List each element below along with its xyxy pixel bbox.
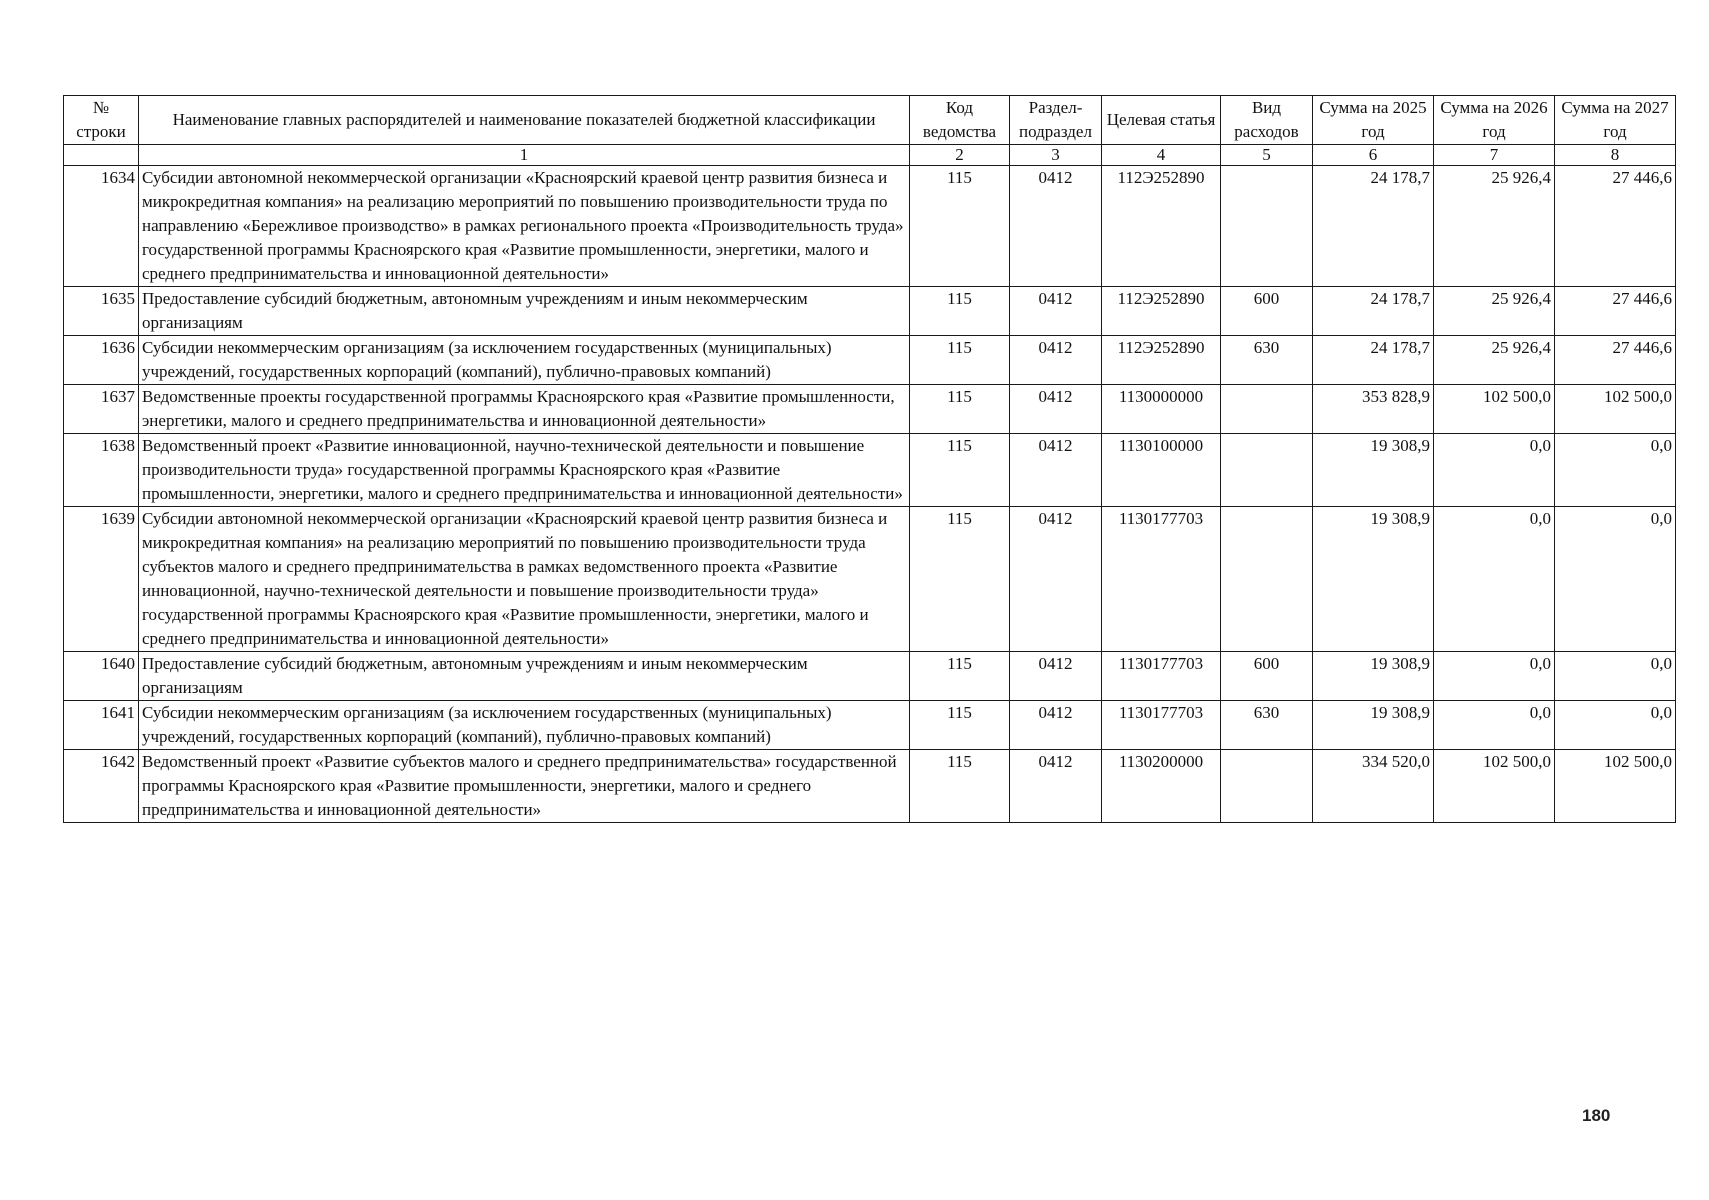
row-dept-code: 115	[910, 434, 1010, 507]
table-row	[64, 385, 1676, 434]
table-row	[64, 652, 1676, 701]
row-dept-code: 115	[910, 701, 1010, 750]
row-number: 1634	[64, 166, 139, 287]
row-name: Субсидии некоммерческим организациям (за исключением государственных (муниципальных) учреждений, государственных корпораций (компаний), публично-правовых компаний)	[139, 701, 910, 750]
row-name: Предоставление субсидий бюджетным, автономным учреждениям и иным некоммерческим организациям	[139, 287, 910, 336]
row-section: 0412	[1010, 507, 1102, 652]
row-expense-type: 600	[1221, 287, 1313, 336]
table-row	[64, 287, 1676, 336]
header-target-article: Целевая статья	[1102, 96, 1221, 145]
column-number-row	[64, 145, 1676, 166]
row-sum-2027: 102 500,0	[1555, 750, 1676, 823]
row-target-article: 1130200000	[1102, 750, 1221, 823]
row-sum-2025: 19 308,9	[1313, 434, 1434, 507]
header-name: Наименование главных распорядителей и наименование показателей бюджетной классификации	[139, 96, 910, 145]
row-expense-type	[1221, 385, 1313, 434]
table-row	[64, 701, 1676, 750]
row-sum-2027: 102 500,0	[1555, 385, 1676, 434]
table-row	[64, 336, 1676, 385]
row-name: Предоставление субсидий бюджетным, автономным учреждениям и иным некоммерческим организациям	[139, 652, 910, 701]
row-number: 1639	[64, 507, 139, 652]
header-row	[64, 96, 1676, 145]
row-dept-code: 115	[910, 652, 1010, 701]
row-target-article: 112Э252890	[1102, 287, 1221, 336]
row-section: 0412	[1010, 166, 1102, 287]
row-sum-2026: 0,0	[1434, 701, 1555, 750]
row-section: 0412	[1010, 701, 1102, 750]
row-sum-2026: 102 500,0	[1434, 385, 1555, 434]
row-section: 0412	[1010, 652, 1102, 701]
row-sum-2027: 27 446,6	[1555, 287, 1676, 336]
row-sum-2025: 353 828,9	[1313, 385, 1434, 434]
row-sum-2025: 24 178,7	[1313, 287, 1434, 336]
column-number: 7	[1434, 145, 1555, 166]
table-body	[64, 166, 1676, 823]
row-sum-2027: 27 446,6	[1555, 166, 1676, 287]
column-number: 3	[1010, 145, 1102, 166]
column-number-blank	[64, 145, 139, 166]
row-number: 1641	[64, 701, 139, 750]
row-name: Субсидии автономной некоммерческой организации «Красноярский краевой центр развития бизнеса и микрокредитная компания» на реализацию мероприятий по повышению производительности труда по направлению «Бережливое производство» в рамках регионального проекта «Производительность труда» государственной программы Красноярского края «Развитие промышленности, энергетики, малого и среднего предпринимательства и инновационной деятельности»	[139, 166, 910, 287]
column-number: 6	[1313, 145, 1434, 166]
row-dept-code: 115	[910, 287, 1010, 336]
row-number: 1636	[64, 336, 139, 385]
row-dept-code: 115	[910, 336, 1010, 385]
row-dept-code: 115	[910, 385, 1010, 434]
row-sum-2026: 25 926,4	[1434, 336, 1555, 385]
column-number: 1	[139, 145, 910, 166]
row-sum-2025: 24 178,7	[1313, 336, 1434, 385]
row-number: 1640	[64, 652, 139, 701]
row-sum-2026: 0,0	[1434, 652, 1555, 701]
row-sum-2025: 19 308,9	[1313, 507, 1434, 652]
header-dept-code: Код ведомства	[910, 96, 1010, 145]
row-number: 1637	[64, 385, 139, 434]
row-section: 0412	[1010, 336, 1102, 385]
row-target-article: 1130000000	[1102, 385, 1221, 434]
row-sum-2027: 0,0	[1555, 507, 1676, 652]
row-name: Ведомственный проект «Развитие субъектов малого и среднего предпринимательства» государственной программы Красноярского края «Развитие промышленности, энергетики, малого и среднего предпринимательства и инновационной деятельности»	[139, 750, 910, 823]
row-name: Субсидии некоммерческим организациям (за исключением государственных (муниципальных) учреждений, государственных корпораций (компаний), публично-правовых компаний)	[139, 336, 910, 385]
row-target-article: 1130177703	[1102, 701, 1221, 750]
row-expense-type	[1221, 507, 1313, 652]
column-number: 2	[910, 145, 1010, 166]
row-expense-type	[1221, 750, 1313, 823]
row-section: 0412	[1010, 385, 1102, 434]
table-header	[64, 96, 1676, 166]
row-sum-2026: 102 500,0	[1434, 750, 1555, 823]
row-sum-2027: 0,0	[1555, 434, 1676, 507]
header-expense-type: Вид расходов	[1221, 96, 1313, 145]
row-expense-type: 630	[1221, 701, 1313, 750]
row-expense-type: 630	[1221, 336, 1313, 385]
row-name: Субсидии автономной некоммерческой организации «Красноярский краевой центр развития бизнеса и микрокредитная компания» на реализацию мероприятий по повышению производительности труда субъектов малого и среднего предпринимательства в рамках ведомственного проекта «Развитие инновационной, научно-технической деятельности и повышение производительности труда» государственной программы Красноярского края «Развитие промышленности, энергетики, малого и среднего предпринимательства и инновационной деятельности»	[139, 507, 910, 652]
row-sum-2027: 0,0	[1555, 652, 1676, 701]
row-section: 0412	[1010, 750, 1102, 823]
column-number: 4	[1102, 145, 1221, 166]
row-name: Ведомственный проект «Развитие инновационной, научно-технической деятельности и повышение производительности труда» государственной программы Красноярского края «Развитие промышленности, энергетики, малого и среднего предпринимательства и инновационной деятельности»	[139, 434, 910, 507]
row-dept-code: 115	[910, 166, 1010, 287]
header-row-no: № строки	[64, 96, 139, 145]
budget-table	[63, 95, 1676, 823]
row-section: 0412	[1010, 287, 1102, 336]
row-sum-2027: 0,0	[1555, 701, 1676, 750]
row-dept-code: 115	[910, 507, 1010, 652]
row-sum-2027: 27 446,6	[1555, 336, 1676, 385]
row-expense-type	[1221, 166, 1313, 287]
row-number: 1642	[64, 750, 139, 823]
header-sum-2025: Сумма на 2025 год	[1313, 96, 1434, 145]
row-sum-2026: 0,0	[1434, 434, 1555, 507]
table-row	[64, 166, 1676, 287]
column-number: 8	[1555, 145, 1676, 166]
row-sum-2025: 24 178,7	[1313, 166, 1434, 287]
row-expense-type	[1221, 434, 1313, 507]
row-number: 1638	[64, 434, 139, 507]
row-target-article: 1130177703	[1102, 507, 1221, 652]
header-sum-2027: Сумма на 2027 год	[1555, 96, 1676, 145]
row-expense-type: 600	[1221, 652, 1313, 701]
row-dept-code: 115	[910, 750, 1010, 823]
row-target-article: 1130177703	[1102, 652, 1221, 701]
header-sum-2026: Сумма на 2026 год	[1434, 96, 1555, 145]
row-name: Ведомственные проекты государственной программы Красноярского края «Развитие промышленности, энергетики, малого и среднего предпринимательства и инновационной деятельности»	[139, 385, 910, 434]
row-sum-2026: 25 926,4	[1434, 287, 1555, 336]
row-sum-2025: 19 308,9	[1313, 701, 1434, 750]
row-sum-2025: 19 308,9	[1313, 652, 1434, 701]
row-target-article: 112Э252890	[1102, 166, 1221, 287]
row-sum-2026: 0,0	[1434, 507, 1555, 652]
column-number: 5	[1221, 145, 1313, 166]
table-row	[64, 507, 1676, 652]
table-row	[64, 434, 1676, 507]
header-section: Раздел-подраздел	[1010, 96, 1102, 145]
row-section: 0412	[1010, 434, 1102, 507]
row-number: 1635	[64, 287, 139, 336]
row-target-article: 1130100000	[1102, 434, 1221, 507]
table-row	[64, 750, 1676, 823]
page-number: 180	[1582, 1106, 1611, 1125]
row-target-article: 112Э252890	[1102, 336, 1221, 385]
row-sum-2025: 334 520,0	[1313, 750, 1434, 823]
row-sum-2026: 25 926,4	[1434, 166, 1555, 287]
